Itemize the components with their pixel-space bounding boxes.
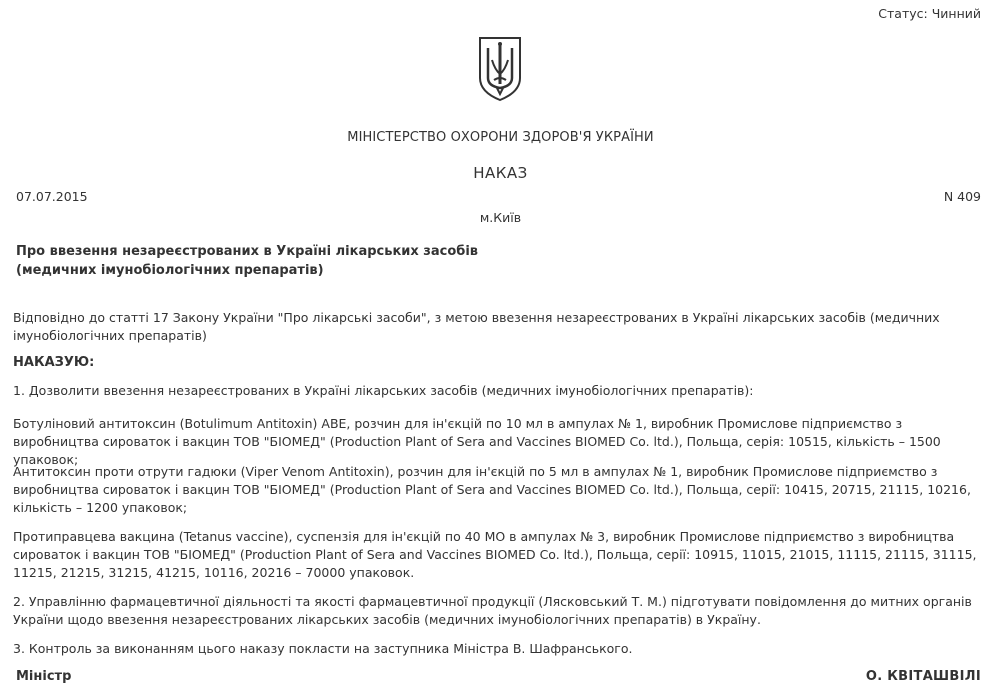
item-3-paragraph xyxy=(13,640,981,658)
order-word: НАКАЗУЮ: xyxy=(13,355,95,370)
item-1b-text: Антитоксин проти отрути гадюки (Viper Venom Antitoxin), розчин для ін'єкцій по 5 мл в ампулах № 1, виробник Промислове підприємство з виробництва сироваток і вакцин ТОВ "БІОМЕД" (Production Plant of Sera and Vaccines BIOMED Co. ltd.), Польща, серії: 10415, 20715, 21115, 10216, кількість – 1200 упаковок; xyxy=(13,464,971,515)
subject-line-1: Про ввезення незареєстрованих в Україні лікарських засобів xyxy=(16,244,479,259)
order-date: 07.07.2015 xyxy=(16,189,88,204)
signature-name: О. КВІТАШВІЛІ xyxy=(865,669,981,684)
item-1a-text: Ботуліновий антитоксин (Botulimum Antitoxin) АВЕ, розчин для ін'єкцій по 10 мл в ампулах № 1, виробник Промислове підприємство з виробництва сироваток і вакцин ТОВ "БІОМЕД" (Production Plant of Sera and Vaccines BIOMED Co. ltd.), Польща, серія: 10515, кількість – 1500 упаковок; xyxy=(13,416,941,467)
item-2-text: 2. Управлінню фармацевтичної діяльності та якості фармацевтичної продукції (Лясковський Т. М.) підготувати повідомлення до митних органів України щодо ввезення незареєстрованих лікарських засобів (медичних імунобіологічних препаратів) в Україну. xyxy=(13,594,972,627)
status-label: Статус: Чинний xyxy=(878,6,981,21)
item-1-paragraph xyxy=(13,382,981,400)
order-city: м.Київ xyxy=(479,210,522,225)
preamble-paragraph xyxy=(13,309,981,345)
item-2-paragraph xyxy=(13,593,981,629)
item-3-text: 3. Контроль за виконанням цього наказу покласти на заступника Міністра В. Шафранського. xyxy=(13,641,633,656)
item-1c-paragraph xyxy=(13,528,981,582)
signature-position: Міністр xyxy=(16,669,72,684)
item-1a-paragraph xyxy=(13,415,981,469)
item-1c-text: Протиправцева вакцина (Tetanus vaccine), суспензія для ін'єкцій по 40 МО в ампулах № 3, виробник Промислове підприємство з виробництва сироваток і вакцин ТОВ "БІОМЕД" (Production Plant of Sera and Vaccines BIOMED Co. ltd.), Польща, серії: 10915, 11015, 21015, 11115, 21115, 31115, 11215, 21215, 31215, 41215, 10116, 20216 – 70000 упаковок. xyxy=(13,529,977,580)
coat-of-arms-icon xyxy=(477,36,523,102)
subject-line-2: (медичних імунобіологічних препаратів) xyxy=(16,263,324,278)
item-1b-paragraph xyxy=(13,463,981,517)
ministry-title: МІНІСТЕРСТВО ОХОРОНИ ЗДОРОВ'Я УКРАЇНИ xyxy=(347,130,654,145)
order-subject xyxy=(16,242,478,280)
order-number: N 409 xyxy=(943,189,981,204)
preamble-text: Відповідно до статті 17 Закону України "Про лікарські засоби", з метою ввезення незареєстрованих в Україні лікарських засобів (медичних імунобіологічних препаратів) xyxy=(13,310,940,343)
order-title: НАКАЗ xyxy=(473,164,528,182)
item-1-text: 1. Дозволити ввезення незареєстрованих в Україні лікарських засобів (медичних імунобіологічних препаратів): xyxy=(13,383,754,398)
